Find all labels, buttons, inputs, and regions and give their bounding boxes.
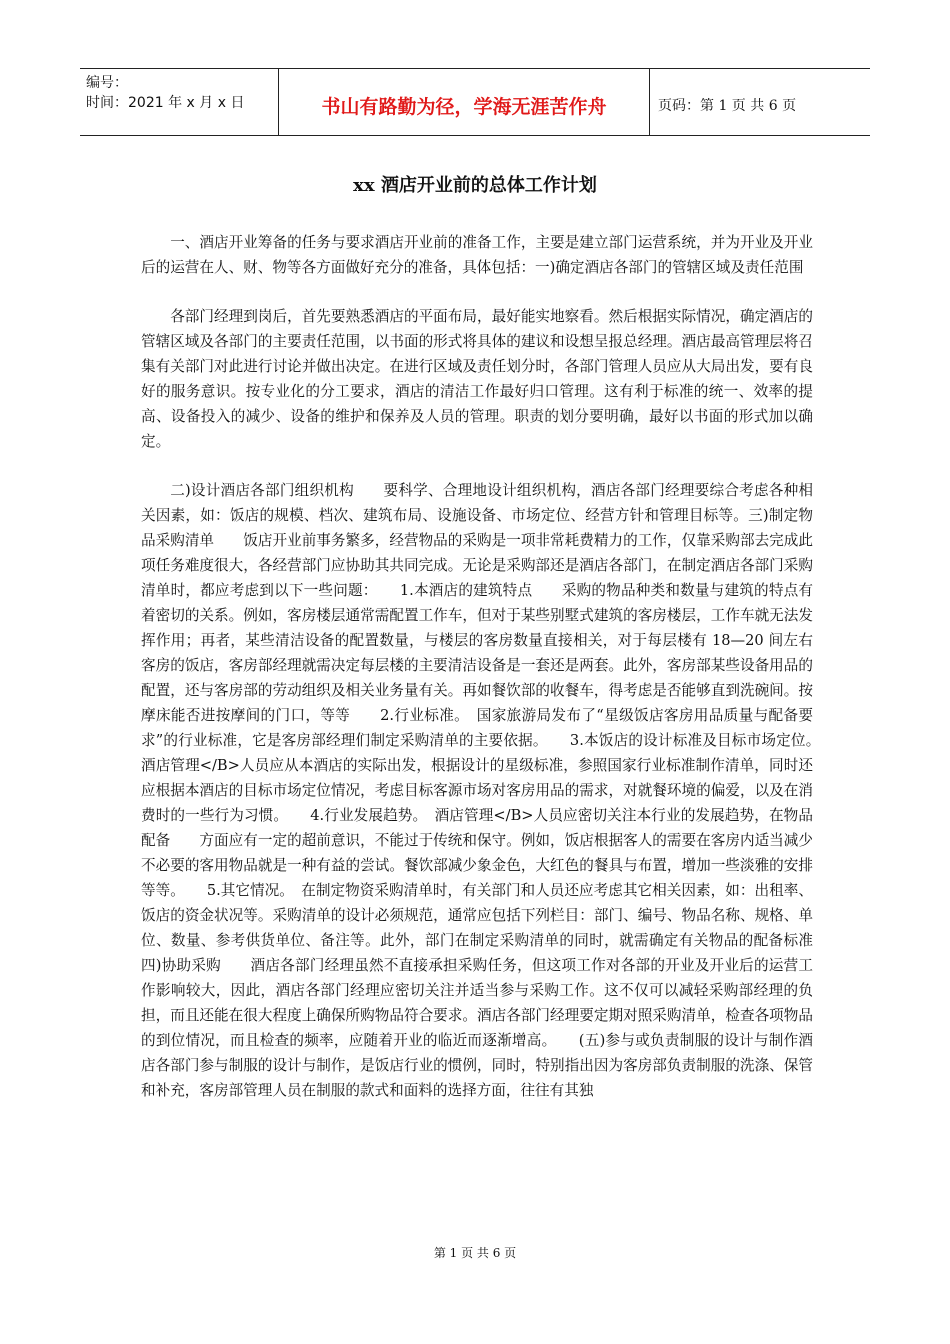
- document-body: [141, 230, 828, 1127]
- header-meta: [80, 69, 278, 135]
- document-time-label: 时间：2021 年 x 月 x 日: [86, 95, 245, 111]
- paragraph: 一、酒店开业筹备的任务与要求酒店开业前的准备工作，主要是建立部门运营系统，并为开业及开业后的运营在人、财、物等各方面做好充分的准备，具体包括：一)确定酒店各部门的管辖区域及责任范围: [141, 234, 813, 276]
- document-number-label: 编号：: [86, 75, 128, 91]
- header-page-info: 页码：第 1 页 共 6 页: [658, 98, 797, 114]
- paragraph: 各部门经理到岗后，首先要熟悉酒店的平面布局，最好能实地察看。然后根据实际情况，确定酒店的管辖区域及各部门的主要责任范围，以书面的形式将具体的建议和设想呈报总经理。酒店最高管理层将召集有关部门对此进行讨论并做出决定。在进行区域及责任划分时，各部门管理人员应从大局出发，要有良好的服务意识。按专业化的分工要求，酒店的清洁工作最好归口管理。这有利于标准的统一、效率的提高、设备投入的减少、设备的维护和保养及人员的管理。职责的划分要明确，最好以书面的形式加以确定。: [141, 308, 813, 450]
- page-footer: 第 1 页 共 6 页: [433, 1246, 517, 1260]
- page-header: [80, 68, 870, 136]
- document-title: xx 酒店开业前的总体工作计划: [353, 175, 597, 196]
- paragraph: 二)设计酒店各部门组织机构 要科学、合理地设计组织机构，酒店各部门经理要综合考虑各种相关因素，如：饭店的规模、档次、建筑布局、设施设备、市场定位、经营方针和管理目标等。三)制定物品采购清单 饭店开业前事务繁多，经营物品的采购是一项非常耗费精力的工作，仅靠采购部去完成此项任务难度很大，各经营部门应协助其共同完成。无论是采购部还是酒店各部门，在制定酒店各部门采购清单时，都应考虑到以下一些问题： 1.本酒店的建筑特点 采购的物品种类和数量与建筑的特点有着密切的关系。例如，客房楼层通常需配置工作车，但对于某些别墅式建筑的客房楼层，工作车就无法发挥作用；再者，某些清洁设备的配置数量，与楼层的客房数量直接相关，对于每层楼有 18—20 间左右客房的饭店，客房部经理就需决定每层楼的主要清洁设备是一套还是两套。此外，客房部某些设备用品的配置，还与客房部的劳动组织及相关业务量有关。再如餐饮部的收餐车，得考虑是否能够直到洗碗间。按摩床能否进按摩间的门口，等等 2.行业标准。 国家旅游局发布了“星级饭店客房用品质量与配备要求”的行业标准，它是客房部经理们制定采购清单的主要依据。 3.本饭店的设计标准及目标市场定位。 酒店管理</B>人员应从本酒店的实际出发，根据设计的星级标准，参照国家行业标准制作清单，同时还应根据本酒店的目标市场定位情况，考虑目标客源市场对客房用品的需求，对就餐环境的偏爱，以及在消费时的一些行为习惯。 4.行业发展趋势。 酒店管理</B>人员应密切关注本行业的发展趋势，在物品配备 方面应有一定的超前意识，不能过于传统和保守。例如，饭店根据客人的需要在客房内适当减少不必要的客用物品就是一种有益的尝试。餐饮部减少象金色，大红色的餐具与布置，增加一些淡雅的安排等等。 5.其它情况。 在制定物资采购清单时，有关部门和人员还应考虑其它相关因素，如：出租率、饭店的资金状况等。采购清单的设计必须规范，通常应包括下列栏目：部门、编号、物品名称、规格、单位、数量、参考供货单位、备注等。此外，部门在制定采购清单的同时，就需确定有关物品的配备标准 四)协助采购 酒店各部门经理虽然不直接承担采购任务，但这项工作对各部的开业及开业后的运营工作影响较大，因此，酒店各部门经理应密切关注并适当参与采购工作。这不仅可以减轻采购部经理的负担，而且还能在很大程度上确保所购物品符合要求。酒店各部门经理要定期对照采购清单，检查各项物品的到位情况，而且检查的频率，应随着开业的临近而逐渐增高。 (五)参与或负责制服的设计与制作酒店各部门参与制服的设计与制作，是饭店行业的惯例，同时，特别指出因为客房部负责制服的洗涤、保管和补充，客房部管理人员在制服的款式和面料的选择方面，往往有其独: [141, 482, 828, 1099]
- header-motto: 书山有路勤为径，学海无涯苦作舟: [278, 69, 650, 135]
